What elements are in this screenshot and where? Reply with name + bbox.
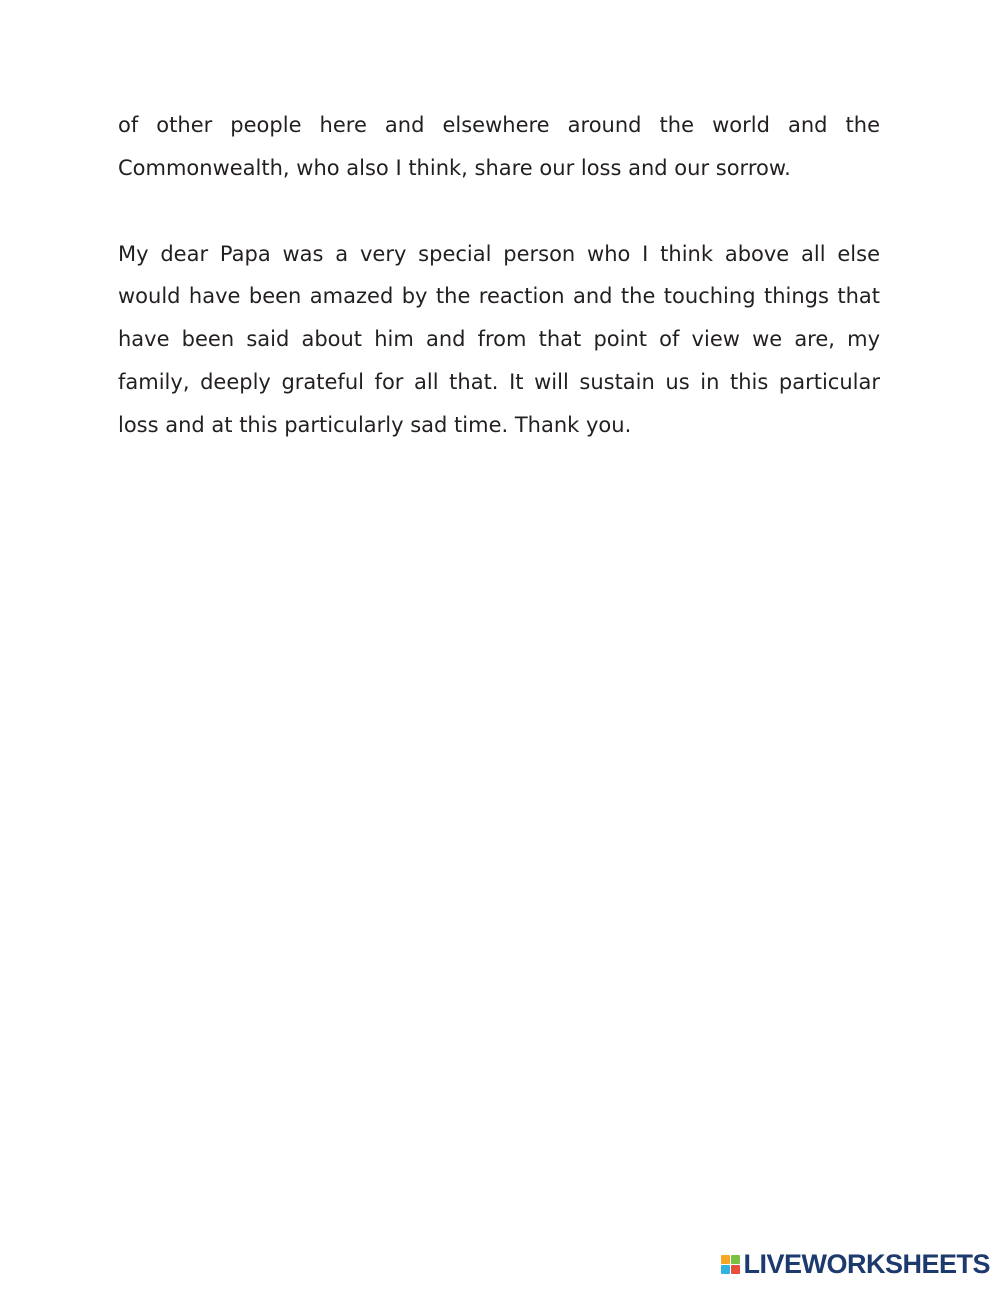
logo-block <box>731 1255 740 1264</box>
logo-wordmark: LIVEWORKSHEETS <box>743 1248 990 1279</box>
document-body <box>118 104 880 446</box>
logo-blocks-icon <box>721 1255 740 1274</box>
logo-block <box>731 1265 740 1274</box>
paragraph-2: My dear Papa was a very special person who I think above all else would have been amazed by the reaction and the touching things that have been said about him and from that point of view we are, my family, deeply grateful for all that. It will sustain us in this particular loss and at this particularly sad time. Thank you. <box>118 241 880 437</box>
liveworksheets-logo <box>721 1247 990 1281</box>
logo-block <box>721 1265 730 1274</box>
paragraph-1: of other people here and elsewhere around the world and the Commonwealth, who also I think, share our loss and our sorrow. <box>118 113 880 180</box>
logo-block <box>721 1255 730 1264</box>
